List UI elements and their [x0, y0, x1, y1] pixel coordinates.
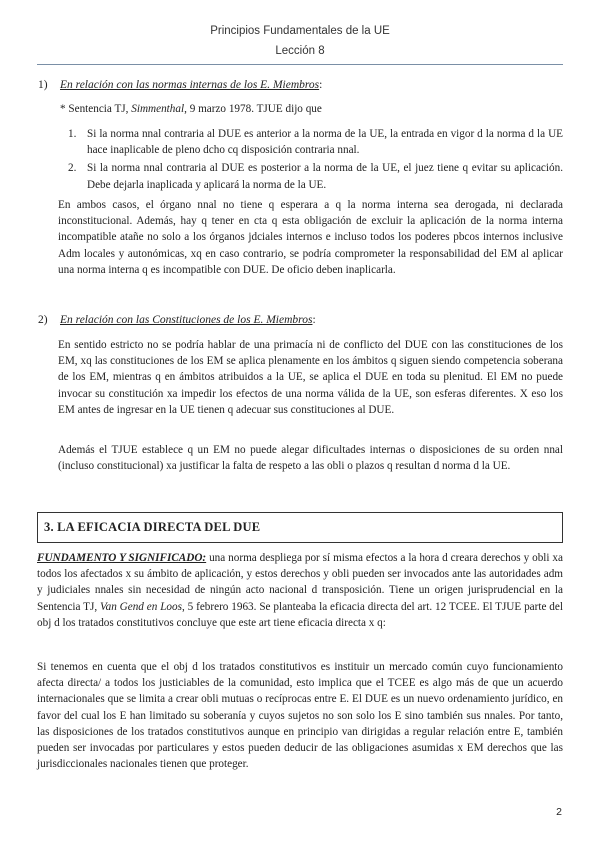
lesson-label: Lección 8	[275, 45, 325, 57]
section-1-title: En relación con las normas internas de los E. Miembros	[60, 79, 320, 91]
list-item: 1. Si la norma nnal contraria al DUE es anterior a la norma de la UE, la entrada en vigor d la norma d la UE hace inaplicable de pleno dcho cq disposición contraria nnal.	[68, 128, 563, 157]
section-3-heading-box	[37, 512, 563, 543]
section-2-title: En relación con las Constituciones de los E. Miembros	[60, 314, 313, 326]
page-number: 2	[556, 806, 562, 818]
section-2-paragraph-1: En sentido estricto no se podría hablar de una primacía ni de conflicto del DUE con las constituciones de los EM, xq las constituciones de los EM se aplica plenamente en los ámbitos q siguen siendo competencia soberana de los EM, mientras q en ámbitos atribuidos a la UE, se aplica el DUE en toda su plenitud. El EM no puede invocar su constitución xa impedir los efectos de una norma válida de la UE, son esferas diferentes. X eso los EM antes de ingresar en la UE tienen q adecuar sus constituciones al DUE.	[58, 339, 563, 416]
section-3-paragraph-2: Si tenemos en cuenta que el obj d los tratados constitutivos es instituir un mercado común cuyo funcionamiento afecta directa/ a todos los justiciables de la comunidad, esto implica que el TCEE es algo más de que un acuerdo internacionales que se limita a crear obli mutuas o recíprocas entre E. El DUE es un nuevo ordenamiento jurídico, en favor del cual los E han limitado su soberanía y cuyos sujetos no son solo los E sino también sus nnales. Por tanto, las disposiciones de los tratados constitutivos aunque en principio van dirigidas a regular relación entre E, también pueden ser invocadas por particulares y estos pueden deducir de las obligaciones asumidas x EM derechos que las jurisdiccionales nacionales tienen que proteger.	[37, 661, 563, 771]
document-header-title: Principios Fundamentales de la UE	[210, 25, 390, 37]
header-rule	[37, 64, 563, 65]
section-2-heading: 2) En relación con las Constituciones de los E. Miembros:	[38, 314, 316, 326]
fundamento-lead: FUNDAMENTO Y SIGNIFICADO:	[37, 552, 207, 564]
section-1-heading: 1) En relación con las normas internas de los E. Miembros:	[38, 79, 323, 91]
section-1-number: 1)	[38, 79, 48, 91]
case-name: Simmenthal	[131, 103, 185, 115]
case-reference: * Sentencia TJ, Simmenthal, 9 marzo 1978. TJUE dijo que	[60, 103, 322, 115]
section-1-paragraph: En ambos casos, el órgano nnal no tiene q esperara a q la norma interna sea derogada, ni declarada inconstitucional. Además, hay q tener en cta q esta obligación de excluir la aplicación de la norma interna incompatible atañe no solo a los órganos jdciales internos e incluso todos los poderes pbcos internos inclusive Adm locales y autonómicas, xq en caso contrario, se podría comprometer la responsabilidad del EM al aplicar una norma interna q es incompatible con DUE. De oficio deben inaplicarla.	[58, 199, 563, 276]
rules-list	[68, 126, 563, 195]
list-item: 2. Si la norma nnal contraria al DUE es posterior a la norma de la UE, el juez tiene q evitar su aplicación. Debe dejarla inaplicada y aplicará la norma de la UE.	[68, 162, 563, 191]
section-3-paragraph-1: FUNDAMENTO Y SIGNIFICADO: una norma despliega por sí misma efectos a la hora d creara derechos y obli xa todos los afectados x su ámbito de aplicación, y estos derechos y obli pueden ser invocados ante las autoridades adm y judiciales nnales sin necesidad de ningún acto nacional d transposición. Tiene un origen jurisprudencial en la Sentencia TJ, Van Gend en Loos, 5 febrero 1963. Se planteaba la eficacia directa del art. 12 TCEE. El TJUE parte del obj d los tratados constitutivos concluye que este art tiene eficacia directa x q:	[37, 552, 563, 629]
section-3-heading: 3. LA EFICACIA DIRECTA DEL DUE	[44, 520, 261, 534]
case-name-van-gend: Van Gend en Loos	[100, 600, 182, 613]
section-2-number: 2)	[38, 314, 48, 326]
section-2-paragraph-2: Además el TJUE establece q un EM no puede alegar dificultades internas o disposiciones de su orden nnal (incluso constitucional) xa justificar la falta de respeto a las obli o plazos q resultan d norma d la UE.	[58, 444, 563, 473]
